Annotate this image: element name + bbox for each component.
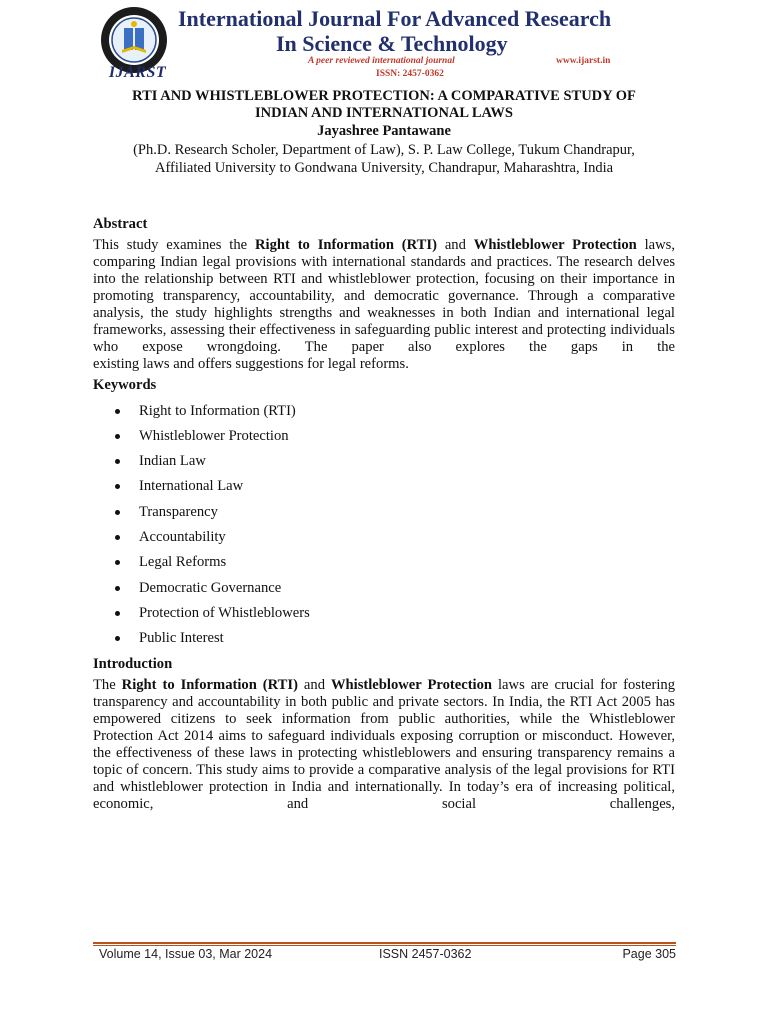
bullet-icon [115, 459, 120, 464]
keyword-text: Democratic Governance [139, 579, 282, 596]
intro-text-1: The [93, 676, 122, 693]
list-item [93, 550, 675, 575]
bullet-icon [115, 510, 120, 515]
journal-issn: ISSN: 2457-0362 [376, 69, 444, 79]
abstract-bold-2: Whistleblower Protection [473, 237, 637, 254]
keyword-text: Transparency [139, 503, 218, 520]
paper-title-line1: RTI AND WHISTLEBLOWER PROTECTION: A COMPARATIVE STUDY OF [132, 88, 636, 104]
list-item [93, 449, 675, 474]
bullet-icon [115, 535, 120, 540]
list-item [93, 525, 675, 550]
abstract-text-4: existing laws and offers suggestions for legal reforms. [93, 356, 409, 373]
journal-tagline: A peer reviewed international journal [308, 56, 455, 66]
list-item [93, 424, 675, 449]
bullet-icon [115, 611, 120, 616]
introduction-heading: Introduction [93, 655, 173, 672]
abstract-heading: Abstract [93, 216, 148, 232]
abstract-text-2: and [436, 237, 474, 254]
keyword-text: Legal Reforms [139, 554, 227, 571]
keyword-text: Whistleblower Protection [139, 427, 289, 444]
intro-text-2: and [297, 676, 331, 693]
journal-title-line1: International Journal For Advanced Research [178, 6, 612, 31]
journal-website: www.ijarst.in [556, 56, 611, 66]
keyword-text: Accountability [139, 529, 226, 546]
keyword-text: Protection of Whistleblowers [139, 604, 310, 621]
bullet-icon [115, 560, 120, 565]
list-item [93, 399, 675, 424]
logo-wordmark: IJARST [108, 64, 167, 81]
intro-text-3: laws are crucial for fostering transparency and accountability in both public and private sectors. In India, the RTI Act 2005 has empowered citizens to seek information from public authorities, while the Whistleblower Protection Act 2014 aims to safeguard individuals exposing corruption or misconduct. However, the effectiveness of these laws in protecting whistleblowers and ensuring transparency remains a topic of concern. This study aims to provide a comparative analysis of the legal provisions for RTI and whistleblower protection in India and internationally. In today’s era of increasing political, economic, and social challenges, [93, 676, 676, 812]
footer-rule [93, 942, 676, 944]
abstract-paragraph [93, 237, 675, 373]
footer-rule-thin [93, 945, 676, 946]
intro-bold-1: Right to Information (RTI) [121, 676, 298, 693]
abstract-bold-1: Right to Information (RTI) [254, 237, 437, 254]
abstract-text-1: This study examines the [93, 237, 255, 254]
bullet-icon [115, 636, 120, 641]
keyword-text: Right to Information (RTI) [139, 402, 296, 419]
keywords-heading: Keywords [93, 377, 157, 394]
keyword-text: Indian Law [139, 453, 206, 470]
list-item [93, 500, 675, 525]
body-content [93, 212, 675, 813]
keywords-list [93, 399, 675, 652]
introduction-paragraph [93, 677, 675, 813]
list-item [93, 601, 675, 626]
intro-bold-2: Whistleblower Protection [330, 676, 493, 693]
keyword-text: International Law [139, 478, 244, 495]
affiliation-line2: Affiliated University to Gondwana University, Chandrapur, Maharashtra, India [154, 160, 614, 176]
paper-title-line2: INDIAN AND INTERNATIONAL LAWS [255, 105, 513, 121]
bullet-icon [115, 434, 120, 439]
keyword-text: Public Interest [139, 630, 224, 647]
title-block [90, 88, 678, 177]
journal-title-line2: In Science & Technology [276, 31, 508, 56]
bullet-icon [115, 409, 120, 414]
footer-page-number: Page 305 [622, 947, 676, 961]
affiliation-line1: (Ph.D. Research Scholer, Department of Law), S. P. Law College, Tukum Chandrapur, [133, 142, 635, 158]
author-name: Jayashree Pantawane [317, 123, 451, 139]
footer-issn: ISSN 2457-0362 [379, 947, 472, 961]
bullet-icon [115, 586, 120, 591]
footer-volume: Volume 14, Issue 03, Mar 2024 [99, 947, 273, 961]
list-item [93, 576, 675, 601]
list-item [93, 626, 675, 651]
abstract-text-3: laws, comparing Indian legal provisions with international standards and practices. The research delves into the relationship between RTI and whistleblower protection, focusing on their importance in promoting transparency, accountability, and democratic governance. Through a comparative analysis, the study highlights strengths and weaknesses in both Indian and international legal frameworks, assessing their effectiveness in safeguarding public interest and protecting individuals who expose wrongdoing. The paper also explores the gaps in the [93, 237, 675, 356]
list-item [93, 474, 675, 499]
bullet-icon [115, 484, 120, 489]
